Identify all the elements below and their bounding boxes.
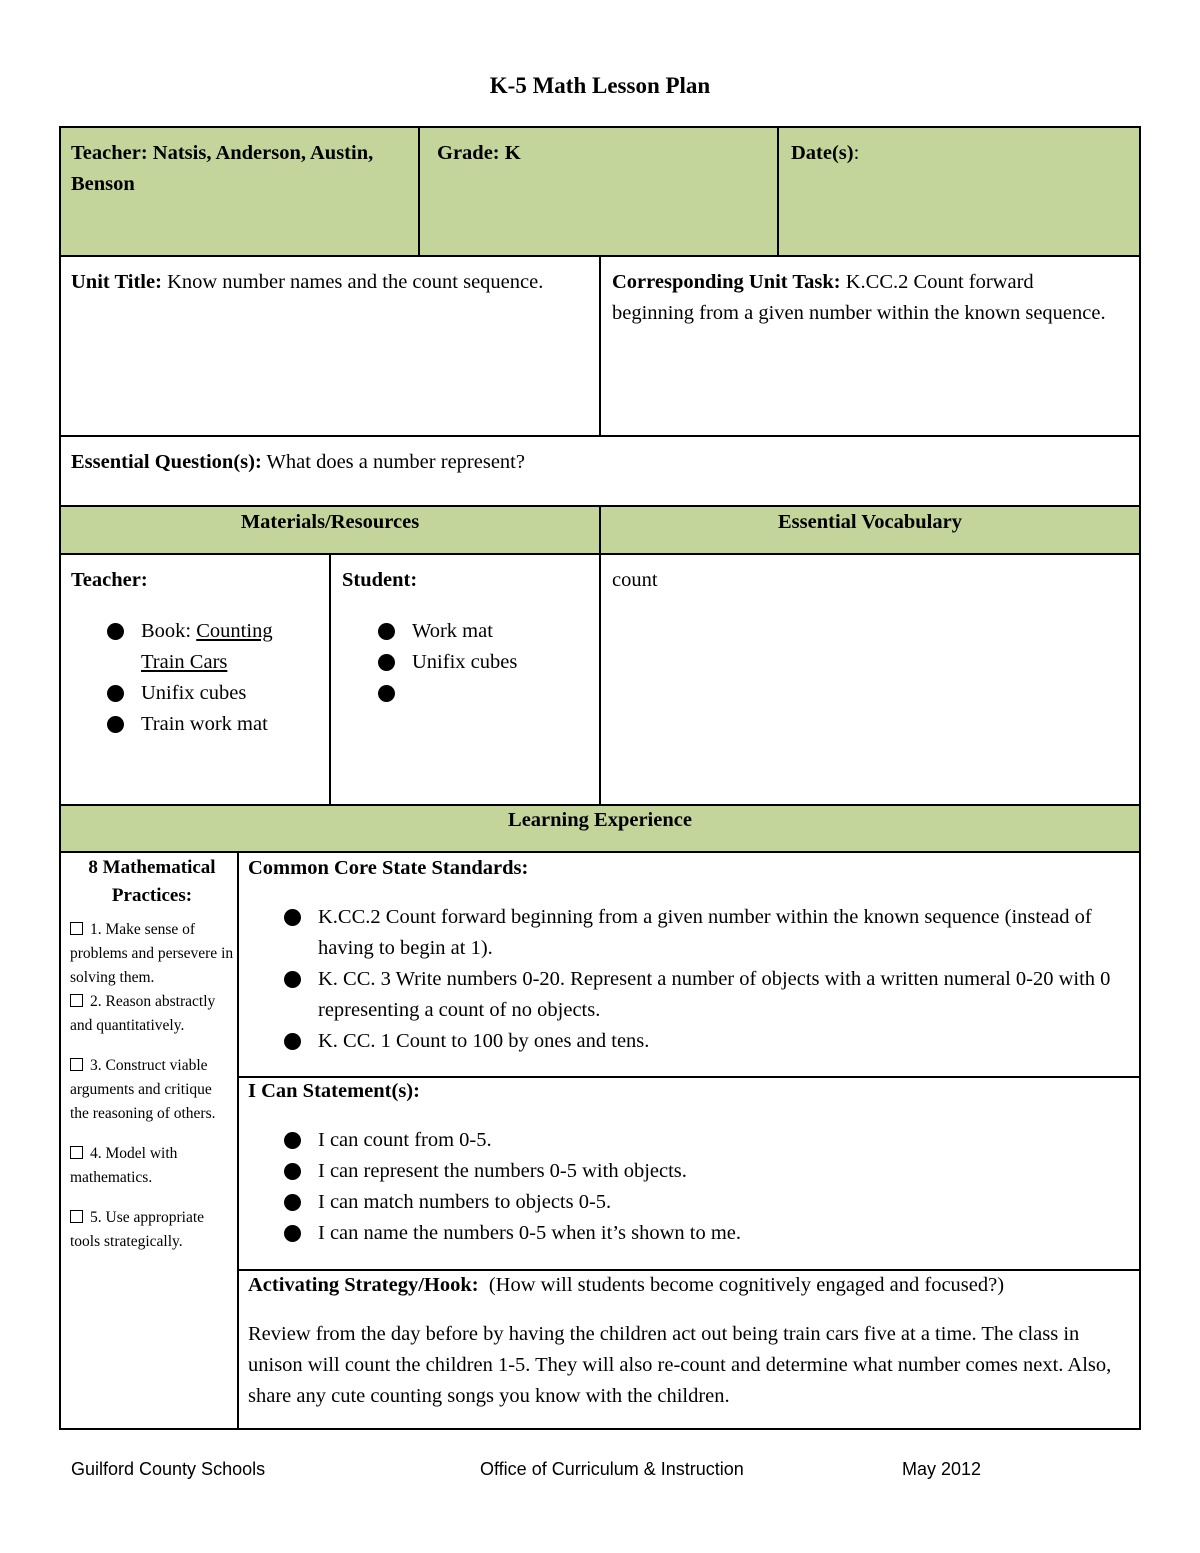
bullet-icon <box>284 1132 301 1149</box>
dates-cell <box>780 128 1120 169</box>
dates-colon: : <box>853 142 860 164</box>
table-border-left <box>59 126 61 1430</box>
list-item <box>284 902 1128 964</box>
practice-item <box>70 1142 234 1190</box>
checkbox-icon <box>70 1146 83 1159</box>
practice-item <box>70 1206 234 1254</box>
practice-text: 4. Model with mathematics. <box>70 1145 178 1186</box>
col-divider <box>599 505 601 806</box>
checkbox-icon <box>70 922 83 935</box>
bullet-icon <box>378 685 395 702</box>
teacher-materials-label: Teacher: <box>71 569 148 591</box>
ican-cell <box>248 1076 1128 1249</box>
checkbox-icon <box>70 1058 83 1071</box>
list-item <box>284 1125 1128 1156</box>
grade-label: Grade: <box>437 142 500 164</box>
unit-task-value: K.CC.2 Count forward beginning from a given number within the known sequence. <box>612 271 1106 324</box>
footer-right: May 2012 <box>902 1459 982 1479</box>
teacher-value: Natsis, Anderson, Austin, Benson <box>71 142 374 195</box>
bullet-icon <box>284 909 301 926</box>
list-item-text: Train work mat <box>141 713 268 735</box>
bullet-icon <box>107 685 124 702</box>
list-item <box>378 616 578 647</box>
practice-item <box>70 918 234 990</box>
vocab-value: count <box>612 569 658 591</box>
list-item-text: Unifix cubes <box>141 682 247 704</box>
practice-item <box>70 1054 234 1126</box>
list-item-text: Work mat <box>412 620 493 642</box>
book-prefix: Book: <box>141 620 197 642</box>
bullet-icon <box>378 654 395 671</box>
bullet-icon <box>284 1163 301 1180</box>
student-materials-cell <box>331 555 591 709</box>
book-title-link: Counting Train Cars <box>141 620 273 673</box>
unit-title-value: Know number names and the count sequence. <box>167 271 544 293</box>
col-divider <box>237 851 239 1430</box>
bullet-icon <box>378 623 395 640</box>
materials-header: Materials/Resources <box>240 511 420 533</box>
footer-left: Guilford County Schools <box>71 1459 266 1479</box>
hook-cell <box>248 1270 1133 1412</box>
teacher-materials-cell <box>60 555 320 740</box>
table-border-bottom <box>59 1428 1141 1430</box>
ccss-list <box>284 902 1128 1057</box>
grade-cell <box>426 128 766 169</box>
list-item-text: I can name the numbers 0-5 when it’s shown to me. <box>318 1222 742 1244</box>
ican-list <box>284 1125 1128 1249</box>
list-item <box>107 616 297 678</box>
essential-question-cell <box>60 437 1120 478</box>
unit-title-label: Unit Title: <box>71 271 162 293</box>
learning-header: Learning Experience <box>508 809 692 831</box>
practice-text: 2. Reason abstractly and quantitatively. <box>70 993 216 1034</box>
page-title: K-5 Math Lesson Plan <box>489 73 711 98</box>
ican-label: I Can Statement(s): <box>248 1080 420 1102</box>
list-item <box>284 1026 1128 1057</box>
practice-item <box>70 990 234 1038</box>
list-item-text: I can match numbers to objects 0-5. <box>318 1191 612 1213</box>
ccss-cell <box>248 853 1128 1057</box>
list-item <box>284 1156 1128 1187</box>
checkbox-icon <box>70 1210 83 1223</box>
practices-title: 8 Mathematical Practices: <box>88 857 216 906</box>
list-item <box>378 678 578 709</box>
ccss-label: Common Core State Standards: <box>248 857 529 879</box>
bullet-icon <box>284 971 301 988</box>
teacher-label: Teacher: <box>71 142 148 164</box>
practice-text: 5. Use appropriate tools strategically. <box>70 1209 205 1250</box>
list-item <box>107 678 297 709</box>
hook-question: (How will students become cognitively engaged and focused?) <box>488 1274 1005 1296</box>
bullet-icon <box>107 623 124 640</box>
list-item-text: I can represent the numbers 0-5 with objects. <box>318 1160 687 1182</box>
list-item <box>284 1187 1128 1218</box>
checkbox-icon <box>70 994 83 1007</box>
list-item-text: K. CC. 3 Write numbers 0-20. Represent a number of objects with a written numeral 0-20 with 0 representing a count of no objects. <box>318 968 1111 1021</box>
grade-value: K <box>504 142 521 164</box>
hook-heading <box>248 1270 1133 1301</box>
bullet-icon <box>107 716 124 733</box>
hook-text: Review from the day before by having the children act out being train cars five at a time. The class in unison will count the children 1-5. They will also re-count and determine what number comes next. Also, share any cute counting songs you know with the children. <box>248 1323 1112 1407</box>
list-item-text: K. CC. 1 Count to 100 by ones and tens. <box>318 1030 650 1052</box>
unit-task-cell <box>601 257 1116 329</box>
list-item <box>378 647 578 678</box>
vocab-header: Essential Vocabulary <box>778 511 962 533</box>
vocab-cell <box>601 555 1121 596</box>
bullet-icon <box>284 1225 301 1242</box>
list-item <box>107 709 297 740</box>
list-item <box>284 964 1128 1026</box>
list-item-text: K.CC.2 Count forward beginning from a given number within the known sequence (instead of having to begin at 1). <box>318 906 1092 959</box>
table-border-right <box>1139 126 1141 1430</box>
col-divider <box>418 126 420 257</box>
list-item-text: Unifix cubes <box>412 651 518 673</box>
unit-task-label: Corresponding Unit Task: <box>612 271 841 293</box>
student-materials-list <box>378 616 578 709</box>
list-item <box>284 1218 1128 1249</box>
practice-text: 1. Make sense of problems and persevere in solving them. <box>70 921 234 986</box>
footer-center: Office of Curriculum & Instruction <box>480 1459 744 1479</box>
col-divider <box>777 126 779 257</box>
practices-cell <box>62 854 234 1254</box>
dates-label: Date(s) <box>791 142 854 164</box>
bullet-icon <box>284 1194 301 1211</box>
teacher-cell <box>60 128 400 200</box>
practice-text: 3. Construct viable arguments and critique the reasoning of others. <box>70 1057 216 1122</box>
bullet-icon <box>284 1033 301 1050</box>
student-materials-label: Student: <box>342 569 418 591</box>
list-item-text: I can count from 0-5. <box>318 1129 492 1151</box>
teacher-materials-list <box>107 616 297 740</box>
hook-label: Activating Strategy/Hook: <box>248 1274 479 1296</box>
essential-question-label: Essential Question(s): <box>71 451 262 473</box>
unit-title-cell <box>60 257 580 298</box>
essential-question-value: What does a number represent? <box>266 451 525 473</box>
